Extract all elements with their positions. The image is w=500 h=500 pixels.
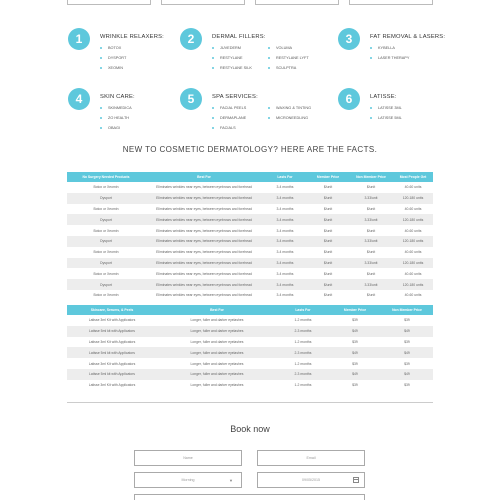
service-title: FAT REMOVAL & LASERS:	[370, 34, 446, 40]
section-divider	[67, 402, 433, 403]
email-placeholder: Email	[306, 456, 316, 460]
table-cell: Longer, fuller and darker eyelashes	[157, 369, 277, 380]
service-title: LATISSE:	[370, 94, 397, 100]
table-row	[67, 315, 433, 326]
table-cell: 1-2 months	[294, 383, 312, 388]
table-row	[67, 290, 433, 301]
service-item[interactable]: FACIALS	[212, 126, 282, 136]
service-column	[370, 106, 440, 126]
table-cell: Latisse 5ml kit with Applicators	[67, 326, 157, 337]
table-row	[67, 258, 433, 269]
column-header: Member Price	[307, 172, 349, 182]
facts-heading: NEW TO COSMETIC DERMATOLOGY? HERE ARE THE FACTS.	[122, 145, 378, 154]
table-cell: 3-4 months	[276, 293, 294, 298]
date-field[interactable]	[257, 472, 365, 488]
table-cell: 3-4 months	[263, 279, 307, 290]
table-cell: Botox or Xeomin	[93, 228, 119, 233]
table-cell: Dysport	[67, 279, 145, 290]
table-cell: $39	[352, 339, 358, 344]
table-cell: $/unit	[307, 279, 349, 290]
table-cell: $39	[404, 361, 410, 366]
table-cell: 1-2 months	[294, 318, 312, 323]
table-cell: 2-3 months	[277, 326, 329, 337]
table-cell: Eliminates wrinkles near eyes, between eyebrows and forehead	[156, 228, 252, 233]
table-cell: Eliminates wrinkles near eyes, between eyebrows and forehead	[145, 236, 263, 247]
top-tabs	[67, 0, 433, 5]
column-header: Lasts For	[263, 172, 307, 182]
table-cell: Longer, fuller and darker eyelashes	[190, 361, 244, 366]
service-item[interactable]: RESTYLANE SILK	[212, 66, 282, 76]
time-select[interactable]	[134, 472, 242, 488]
table-cell: $/unit	[307, 214, 349, 225]
table-cell: $/unit	[307, 193, 349, 204]
skincare-table	[67, 305, 433, 391]
table-cell: 2-3 months	[277, 347, 329, 358]
table-cell: 120-180 units	[393, 193, 433, 204]
table-row	[67, 337, 433, 348]
table-cell: $/unit	[307, 236, 349, 247]
table-cell: 3.33/unit	[349, 279, 393, 290]
service-item[interactable]: LATISSE 3ML	[370, 106, 440, 116]
table-cell: Latisse 3ml Kit with Applicators	[88, 383, 136, 388]
table-cell: 120-180 units	[393, 214, 433, 225]
name-field[interactable]	[134, 450, 242, 466]
table-row	[67, 247, 433, 258]
table-cell: $39	[404, 339, 410, 344]
service-item[interactable]: XEOMIN	[100, 66, 170, 76]
service-title: DERMAL FILLERS:	[212, 34, 266, 40]
table-cell: Dysport	[67, 193, 145, 204]
service-column	[100, 46, 170, 76]
table-cell: 3-4 months	[263, 236, 307, 247]
table-cell: $/unit	[323, 250, 333, 255]
table-cell: Longer, fuller and darker eyelashes	[190, 383, 244, 388]
table-cell: $39	[352, 383, 358, 388]
injectables-table	[67, 172, 433, 301]
time-value: Morning	[181, 478, 195, 482]
table-cell: Dysport	[67, 236, 145, 247]
table-cell: 3-4 months	[276, 185, 294, 190]
service-item[interactable]: ZO HEALTH	[100, 116, 170, 126]
table-cell: 40-60 units	[404, 293, 422, 298]
date-value: 09/05/2015	[302, 478, 320, 482]
table-cell: $49	[381, 369, 433, 380]
table-cell: Botox or Xeomin	[93, 271, 119, 276]
table-row	[67, 268, 433, 279]
table-cell: Longer, fuller and darker eyelashes	[190, 318, 244, 323]
service-number-badge: 6	[338, 88, 360, 110]
table-cell: Eliminates wrinkles near eyes, between eyebrows and forehead	[156, 206, 252, 211]
column-header: No Surgery Needed Products	[67, 172, 145, 182]
calendar-icon[interactable]	[353, 477, 359, 483]
top-tab[interactable]	[67, 0, 151, 5]
table-cell: 120-180 units	[393, 258, 433, 269]
service-item[interactable]: BOTOX	[100, 46, 170, 56]
table-cell: $49	[329, 347, 381, 358]
service-item[interactable]: SCULPTRA	[268, 66, 338, 76]
table-cell: Longer, fuller and darker eyelashes	[157, 326, 277, 337]
table-cell: $/unit	[366, 206, 376, 211]
table-cell: $/unit	[366, 228, 376, 233]
service-column	[268, 106, 338, 126]
table-row	[67, 347, 433, 358]
service-number-badge: 5	[180, 88, 202, 110]
table-cell: Botox or Xeomin	[93, 185, 119, 190]
table-row	[67, 236, 433, 247]
table-cell: Dysport	[67, 214, 145, 225]
service-item[interactable]: WAXING & TINTING	[268, 106, 338, 116]
table-cell: 3.33/unit	[349, 258, 393, 269]
service-item[interactable]: MICRONEEDLING	[268, 116, 338, 126]
table-cell: 3-4 months	[263, 258, 307, 269]
table-cell: Eliminates wrinkles near eyes, between eyebrows and forehead	[156, 271, 252, 276]
column-header: Most People Get	[393, 172, 433, 182]
table-cell: Eliminates wrinkles near eyes, between eyebrows and forehead	[145, 214, 263, 225]
table-row	[67, 369, 433, 380]
table-cell: Eliminates wrinkles near eyes, between eyebrows and forehead	[156, 293, 252, 298]
table-cell: Latisse 3ml Kit with Applicators	[88, 361, 136, 366]
table-cell: Eliminates wrinkles near eyes, between eyebrows and forehead	[156, 185, 252, 190]
service-item[interactable]: SKINMEDICA	[100, 106, 170, 116]
table-cell: Latisse 5ml kit with Applicators	[67, 347, 157, 358]
service-item[interactable]: LATISSE 5ML	[370, 116, 440, 126]
service-title: WRINKLE RELAXERS:	[100, 34, 164, 40]
table-cell: $/unit	[323, 271, 333, 276]
table-cell: 3-4 months	[276, 250, 294, 255]
service-item[interactable]: FACIAL PEELS	[212, 106, 282, 116]
table-cell: $49	[329, 369, 381, 380]
table-cell: $49	[329, 326, 381, 337]
table-cell: 3-4 months	[276, 271, 294, 276]
column-header: Non Member Price	[349, 172, 393, 182]
table-cell: $/unit	[366, 293, 376, 298]
table-row	[67, 380, 433, 391]
table-cell: 3-4 months	[263, 214, 307, 225]
table-cell: $39	[352, 361, 358, 366]
table-cell: $/unit	[366, 271, 376, 276]
service-title: SKIN CARE:	[100, 94, 135, 100]
email-field[interactable]	[257, 450, 365, 466]
table-cell: 1-2 months	[294, 339, 312, 344]
table-cell: $49	[381, 347, 433, 358]
table-row	[67, 326, 433, 337]
table-row	[67, 358, 433, 369]
table-cell: 120-180 units	[393, 236, 433, 247]
table-cell: $/unit	[366, 185, 376, 190]
service-item[interactable]: DERMAPLANE	[212, 116, 282, 126]
service-number-badge: 2	[180, 28, 202, 50]
column-header: Skincare, Serums, & Peels	[67, 305, 157, 315]
table-cell: Longer, fuller and darker eyelashes	[190, 339, 244, 344]
table-cell: 3-4 months	[263, 193, 307, 204]
table-row	[67, 225, 433, 236]
service-column	[268, 46, 338, 76]
table-cell: $39	[352, 318, 358, 323]
table-cell: 3.33/unit	[349, 236, 393, 247]
table-cell: Botox or Xeomin	[93, 250, 119, 255]
column-header: Lasts For	[277, 305, 329, 315]
table-cell: 40-60 units	[404, 228, 422, 233]
table-cell: Botox or Xeomin	[93, 206, 119, 211]
column-header: Best For	[157, 305, 277, 315]
service-item[interactable]: OBAGI	[100, 126, 170, 136]
table-cell: 3.33/unit	[349, 214, 393, 225]
table-cell: $49	[381, 326, 433, 337]
table-cell: Botox or Xeomin	[93, 293, 119, 298]
table-cell: $/unit	[307, 258, 349, 269]
service-item[interactable]: RESTYLANE LYFT	[268, 56, 338, 66]
table-cell: 40-60 units	[404, 250, 422, 255]
table-row	[67, 279, 433, 290]
table-row	[67, 214, 433, 225]
service-item[interactable]: VOLUMA	[268, 46, 338, 56]
message-field[interactable]	[134, 494, 365, 500]
service-column	[370, 46, 440, 66]
service-number-badge: 4	[68, 88, 90, 110]
table-cell: 120-180 units	[393, 279, 433, 290]
table-cell: Eliminates wrinkles near eyes, between eyebrows and forehead	[145, 258, 263, 269]
column-header: Non Member Price	[381, 305, 433, 315]
table-cell: 40-60 units	[404, 206, 422, 211]
column-header: Best For	[145, 172, 263, 182]
top-tab[interactable]	[255, 0, 339, 5]
service-item[interactable]: RESTYLANE	[212, 56, 282, 66]
table-cell: Longer, fuller and darker eyelashes	[157, 347, 277, 358]
table-cell: $/unit	[323, 206, 333, 211]
service-number-badge: 1	[68, 28, 90, 50]
table-row	[67, 193, 433, 204]
table-cell: $/unit	[323, 228, 333, 233]
table-cell: Latisse 3ml Kit with Applicators	[88, 318, 136, 323]
table-cell: Eliminates wrinkles near eyes, between eyebrows and forehead	[156, 250, 252, 255]
table-cell: 1-2 months	[294, 361, 312, 366]
service-item[interactable]: DYSPORT	[100, 56, 170, 66]
table-cell: $/unit	[366, 250, 376, 255]
service-item[interactable]: KYBELLA	[370, 46, 440, 56]
table-cell: 40-60 units	[404, 271, 422, 276]
service-number-badge: 3	[338, 28, 360, 50]
table-cell: Eliminates wrinkles near eyes, between eyebrows and forehead	[145, 193, 263, 204]
table-cell: 3-4 months	[276, 228, 294, 233]
table-cell: $39	[404, 318, 410, 323]
book-now-heading: Book now	[230, 424, 270, 434]
service-column	[100, 106, 170, 136]
table-cell: $/unit	[323, 293, 333, 298]
table-row	[67, 204, 433, 215]
chevron-down-icon: ▼	[229, 478, 233, 483]
table-cell: Latisse 3ml Kit with Applicators	[88, 339, 136, 344]
table-cell: 40-60 units	[404, 185, 422, 190]
table-cell: Latisse 5ml kit with Applicators	[67, 369, 157, 380]
column-header: Member Price	[329, 305, 381, 315]
table-cell: 3-4 months	[276, 206, 294, 211]
top-tab[interactable]	[161, 0, 245, 5]
table-cell: $39	[404, 383, 410, 388]
table-cell: Dysport	[67, 258, 145, 269]
service-item[interactable]: LASER THERAPY	[370, 56, 440, 66]
table-cell: 2-3 months	[277, 369, 329, 380]
table-row	[67, 182, 433, 193]
service-item[interactable]: JUVEDERM	[212, 46, 282, 56]
table-cell: 3.33/unit	[349, 193, 393, 204]
table-cell: $/unit	[323, 185, 333, 190]
service-title: SPA SERVICES:	[212, 94, 258, 100]
table-cell: Eliminates wrinkles near eyes, between eyebrows and forehead	[145, 279, 263, 290]
name-placeholder: Name	[183, 456, 193, 460]
top-tab[interactable]	[349, 0, 433, 5]
